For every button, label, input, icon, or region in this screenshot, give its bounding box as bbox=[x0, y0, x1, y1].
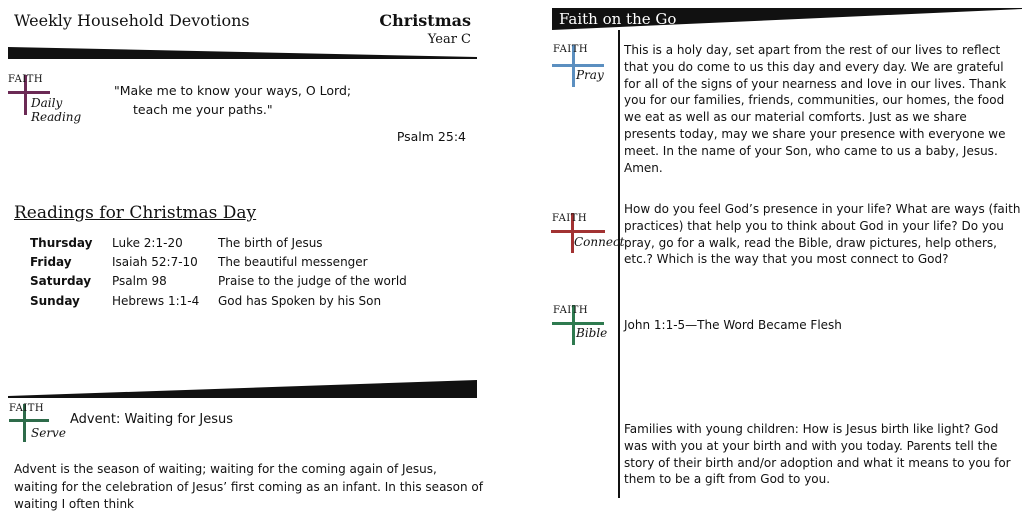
reading-day: Saturday bbox=[30, 274, 92, 289]
year-label: Year C bbox=[427, 32, 471, 47]
reading-row bbox=[30, 233, 407, 252]
connect-text: How do you feel God’s presence in your life? What are ways (faith practices) that help you to think about God in your life? Do you pray, go for a walk, read the Bible, draw pictures, help others, etc.? Which is the way that you most connect to God? bbox=[624, 202, 1021, 267]
daily-reading-logo-label: Daily Reading bbox=[31, 96, 82, 124]
header-divider-wedge bbox=[8, 45, 477, 59]
connect-logo-label: Connect bbox=[574, 235, 625, 249]
reading-description: Praise to the judge of the world bbox=[218, 274, 407, 289]
faith-on-the-go-header bbox=[552, 8, 1022, 30]
reading-reference: Hebrews 1:1-4 bbox=[112, 293, 200, 308]
pray-text: This is a holy day, set apart from the rest of our lives to reflect that you do come to us this day and every day. We are grateful for all of the signs of your nearness and love in our lives. Thank you for our families, friends, communities, our homes, the food we eat as well as our material comforts. Just as we share presents today, may we share your presence with everyone we meet. In the name of your Son, who came to us a baby, Jesus. Amen. bbox=[624, 43, 1007, 175]
serve-divider-wedge bbox=[8, 380, 477, 398]
faith-on-the-go-title: Faith on the Go bbox=[559, 10, 677, 28]
reading-description: God has Spoken by his Son bbox=[218, 293, 382, 308]
daily-reading-logo bbox=[8, 75, 108, 123]
pray-logo-label: Pray bbox=[576, 68, 604, 82]
reading-reference: Luke 2:1-20 bbox=[112, 235, 183, 250]
bible-logo-word: FAITH bbox=[553, 305, 589, 316]
daily-quote bbox=[114, 81, 351, 119]
document-title: Weekly Household Devotions bbox=[14, 11, 250, 30]
reading-reference: Psalm 98 bbox=[112, 274, 167, 289]
connect-logo-word: FAITH bbox=[552, 213, 588, 224]
serve-logo-label: Serve bbox=[31, 426, 66, 440]
bible-text: John 1:1-5—The Word Became Flesh bbox=[624, 318, 842, 332]
reading-day: Thursday bbox=[30, 235, 93, 250]
reading-row bbox=[30, 272, 407, 291]
pray-logo-word: FAITH bbox=[553, 44, 589, 55]
column-divider bbox=[618, 30, 620, 498]
reading-day: Friday bbox=[30, 254, 72, 269]
reading-description: The birth of Jesus bbox=[218, 235, 323, 250]
daily-reading-logo-word: FAITH bbox=[8, 74, 44, 85]
daily-quote-line-2: teach me your paths." bbox=[133, 102, 273, 117]
daily-quote-line-1: "Make me to know your ways, O Lord; bbox=[114, 83, 352, 98]
reading-reference: Isaiah 52:7-10 bbox=[112, 254, 198, 269]
readings-table bbox=[30, 233, 407, 310]
season-label: Christmas bbox=[379, 11, 471, 30]
reading-description: The beautiful messenger bbox=[218, 254, 368, 269]
reading-day: Sunday bbox=[30, 293, 80, 308]
serve-logo-word: FAITH bbox=[9, 403, 45, 414]
advent-text: Advent is the season of waiting; waiting for the coming again of Jesus, waiting for the celebration of Jesus’ first coming as an infant. In this season of waiting I often think bbox=[14, 462, 483, 511]
serve-title: Advent: Waiting for Jesus bbox=[70, 412, 234, 427]
bible-logo-label: Bible bbox=[576, 326, 608, 340]
reading-row bbox=[30, 252, 407, 271]
quote-reference: Psalm 25:4 bbox=[396, 129, 466, 144]
families-text: Families with young children: How is Jesus birth like light? God was with you at your birth and with you today. Parents tell the story of their birth and/or adoption and what it means to you for them to be a gift from God to you. bbox=[624, 422, 1011, 487]
readings-title: Readings for Christmas Day bbox=[14, 203, 257, 223]
reading-row bbox=[30, 291, 407, 310]
